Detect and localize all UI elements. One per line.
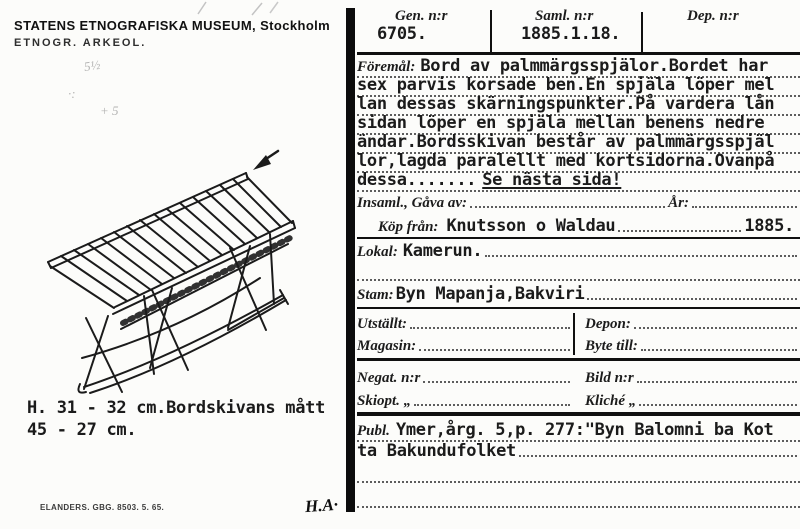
kop-fran-value: Knutsson o Waldau (446, 216, 616, 236)
lokal-label: Lokal: (357, 244, 398, 260)
kliche-label: Kliché „ (585, 393, 637, 409)
blank-ruled-line (357, 464, 800, 483)
museum-title: STATENS ETNOGRAFISKA MUSEUM, Stockholm (14, 18, 331, 33)
foremal-text: sidan löper en spjäla mellan benens nedre (357, 113, 765, 133)
dotted-line (692, 206, 797, 208)
blank-ruled-line (357, 489, 800, 508)
dotted-line (470, 206, 665, 208)
skiopt-label: Skiopt. „ (357, 393, 412, 409)
lokal-value: Kamerun. (402, 241, 483, 261)
museum-department: ETNOGR. ARKEOL. (14, 37, 147, 49)
gen-nr-value: 6705. (377, 24, 427, 44)
dotted-line (419, 349, 570, 351)
publ-label: Publ. (357, 423, 390, 439)
header-separator (490, 10, 492, 52)
see-next-page-note: Se nästa sida! (482, 170, 622, 190)
catalog-card (357, 0, 800, 529)
table-sketch (22, 146, 337, 396)
rule-line (357, 307, 800, 309)
dotted-line (423, 381, 570, 383)
rule-line (357, 52, 800, 55)
publ-text: Ymer,årg. 5,p. 277:"Byn Balomni ba Kot (395, 420, 774, 440)
magasin-byte-row (357, 333, 800, 355)
column-separator (573, 313, 575, 355)
lokal-row (357, 240, 800, 261)
insaml-label: Insaml., Gåva av: (357, 195, 467, 211)
dotted-line (410, 327, 570, 329)
dotted-line (519, 455, 797, 457)
dotted-line (637, 381, 797, 383)
negat-bild-row (357, 365, 800, 387)
measurement-height: H. 31 - 32 cm.Bordskivans mått (27, 398, 326, 418)
utstallt-label: Utställt: (357, 316, 408, 332)
publ-row (357, 441, 800, 461)
handwritten-initials: H.A· (304, 494, 339, 517)
pencil-dot-mark: ·: (68, 86, 76, 101)
skiopt-kliche-row (357, 388, 800, 410)
dep-nr-label: Dep. n:r (687, 8, 739, 24)
card-left-border (346, 8, 355, 512)
saml-nr-label: Saml. n:r (535, 8, 594, 24)
foremal-text: sex parvis korsade ben.En spjäla löper mel (357, 75, 775, 95)
byte-till-label: Byte till: (585, 338, 638, 354)
stam-label: Stam: (357, 287, 394, 303)
foremal-row (357, 171, 800, 192)
foremal-text: lor,lagda paralellt med kortsidorna.Ovanpå (357, 151, 775, 171)
stam-row (357, 281, 800, 304)
foremal-text: Bord av palmmärgsspjälor.Bordet har (420, 56, 769, 76)
publ-text: ta Bakundufolket (357, 441, 516, 461)
rule-line (357, 358, 800, 361)
saml-nr-value: 1885.1.18. (521, 24, 621, 44)
dotted-line (634, 327, 797, 329)
gen-nr-label: Gen. n:r (395, 8, 448, 24)
foremal-text: lan dessas skärningspunkter.På vardera lån (357, 94, 775, 114)
header-separator (641, 12, 643, 52)
dotted-line (618, 230, 741, 232)
dotted-line (641, 349, 797, 351)
bild-nr-label: Bild n:r (585, 370, 634, 386)
foremal-text: dessa....... (357, 170, 477, 190)
blank-ruled-line (357, 262, 800, 281)
dotted-line (414, 404, 570, 406)
pencil-stroke-marks (190, 0, 300, 18)
kop-fran-label: Köp från: (378, 219, 439, 235)
dotted-line (485, 255, 797, 257)
rule-line-thick (357, 412, 800, 416)
negat-nr-label: Negat. n:r (357, 370, 421, 386)
pencil-mark: + 5 (100, 103, 119, 118)
stam-value: Byn Mapanja,Bakviri (395, 284, 585, 304)
measurement-top: 45 - 27 cm. (27, 420, 137, 440)
depon-label: Depon: (585, 316, 631, 332)
publ-row (357, 419, 800, 442)
dotted-line (587, 298, 797, 300)
magasin-label: Magasin: (357, 338, 417, 354)
ar-label: År: (668, 195, 689, 211)
foremal-text: ändar.Bordsskivan består av palmmärgsspjäl (357, 132, 775, 152)
kop-fran-row (357, 213, 800, 236)
pencil-mark: 5½ (82, 56, 102, 75)
insaml-row (357, 192, 800, 212)
dotted-line (639, 404, 797, 406)
printer-mark: ELANDERS. GBG. 8503. 5. 65. (40, 503, 165, 512)
kop-year-value: 1885. (744, 216, 794, 236)
foremal-label: Föremål: (357, 59, 416, 75)
utstallt-depon-row (357, 311, 800, 333)
rule-line (357, 237, 800, 239)
